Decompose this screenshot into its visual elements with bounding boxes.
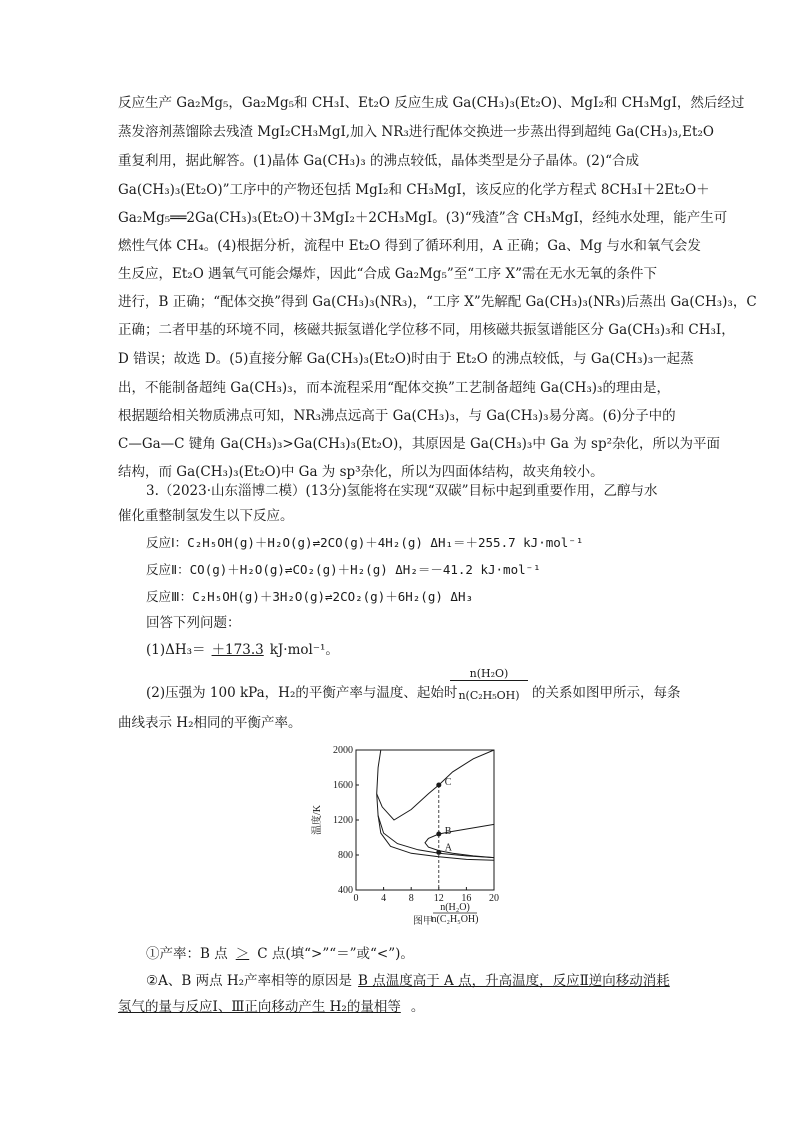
x-tick-label: 12	[433, 893, 444, 904]
reaction-2: 反应Ⅱ：CO(g)＋H₂O(g)⇌CO₂(g)＋H₂(g) ΔH₂＝－41.2 kJ·mol⁻¹	[146, 562, 541, 577]
paragraph-line: 反应生产 Ga₂Mg₅，Ga₂Mg₅和 CH₃I、Et₂O 反应生成 Ga(CH₃)₃(Et₂O)、MgI₂和 CH₃MgI，然后经过	[118, 95, 745, 111]
answer-prompt: 回答下列问题：	[146, 615, 241, 631]
question-heading: 3.（2023·山东淄博二模）(13分)氢能将在实现“双碳”目标中起到重要作用，乙醇与水	[146, 483, 658, 499]
point-b	[436, 832, 441, 837]
paragraph-line: 蒸发溶剂蒸馏除去残渣 MgI₂CH₃MgI,加入 NR₃进行配体交换进一步蒸出得到超纯 Ga(CH₃)₃,Et₂O	[118, 124, 714, 140]
paragraph-line: 燃性气体 CH₄。(4)根据分析，流程中 Et₂O 得到了循环利用，A 正确；Ga、Mg 与水和氧气会发	[118, 238, 701, 254]
x-tick-label: 0	[353, 893, 359, 904]
paragraph-line: 出，不能制备超纯 Ga(CH₃)₃，而本流程采用“配体交换”工艺制备超纯 Ga(CH₃)₃的理由是，	[118, 380, 670, 396]
ratio-numerator: n(H₂O)	[450, 667, 528, 681]
sub2-answer-1: B 点温度高于 A 点，升高温度，反应Ⅱ逆向移动消耗	[358, 973, 670, 989]
figure-jia-chart	[300, 738, 520, 938]
curve-outer	[377, 750, 494, 858]
y-tick-label: 1600	[333, 780, 353, 791]
paragraph-line: D 错误；故选 D。(5)直接分解 Ga(CH₃)₃(Et₂O)时由于 Et₂O 的沸点较低，与 Ga(CH₃)₃一起蒸	[118, 351, 694, 367]
subquestion-2-2-cont	[118, 997, 424, 1017]
y-axis-label: 温度/K	[312, 805, 323, 835]
curve-outer-upper	[377, 750, 494, 820]
paragraph-line: 重复利用，据此解答。(1)晶体 Ga(CH₃)₃ 的沸点较低，晶体类型是分子晶体。(2)“合成	[118, 153, 640, 169]
subquestion-2-suffix: 的关系如图甲所示，每条	[532, 685, 681, 701]
reaction-3: 反应Ⅲ：C₂H₅OH(g)＋3H₂O(g)⇌2CO₂(g)＋6H₂(g) ΔH₃	[146, 589, 473, 604]
subquestion-1	[146, 640, 339, 660]
sub1-answer: ＞	[235, 946, 250, 962]
x-tick-label: 8	[408, 893, 414, 904]
point-c	[436, 783, 441, 788]
y-tick-label: 1200	[333, 815, 353, 826]
sub2-prefix: ②A、B 两点 H₂产率相等的原因是	[146, 973, 353, 989]
x-axis-label-numerator: n(H₂O)	[440, 902, 470, 913]
x-axis-label-denominator: n(C₂H₅OH)	[431, 914, 479, 925]
paragraph-line: 进行，B 正确；“配体交换”得到 Ga(CH₃)₃(NR₃)，“工序 X”先解配 Ga(CH₃)₃(NR₃)后蒸出 Ga(CH₃)₃，C	[118, 294, 757, 310]
subquestion-2-2	[146, 971, 670, 991]
plot-frame	[356, 750, 494, 890]
sub1-suffix: C 点(填“>”“＝”或“<”)。	[257, 946, 414, 962]
x-tick-label: 16	[461, 893, 472, 904]
paragraph-line: 正确；二者甲基的环境不同，核磁共振氢谱化学位移不同，用核磁共振氢谱能区分 Ga(CH₃)₃和 CH₃I，	[118, 322, 735, 338]
q1-suffix: kJ·mol⁻¹。	[269, 642, 339, 658]
paragraph-line: 生反应，Et₂O 遇氧气可能会爆炸，因此“合成 Ga₂Mg₅”至“工序 X”需在无水无氧的条件下	[118, 266, 657, 282]
x-tick-label: 4	[381, 893, 387, 904]
y-tick-label: 2000	[333, 745, 353, 756]
sub2-end: 。	[410, 999, 425, 1015]
paragraph-line: Ga₂Mg₅══2Ga(CH₃)₃(Et₂O)＋3MgI₂＋2CH₃MgI。(3)“残渣”含 CH₃MgI，经纯水处理，能产生可	[118, 210, 728, 226]
chart-title: 图甲	[413, 916, 433, 927]
sub2-answer-2: 氢气的量与反应Ⅰ、Ⅲ正向移动产生 H₂的量相等	[118, 999, 401, 1015]
paragraph-line: 结构，而 Ga(CH₃)₃(Et₂O)中 Ga 为 sp³杂化，所以为四面体结构，故夹角较小。	[118, 464, 604, 480]
subquestion-2-1	[146, 944, 414, 964]
paragraph-line: C—Ga—C 键角 Ga(CH₃)₃>Ga(CH₃)₃(Et₂O)，其原因是 Ga(CH₃)₃中 Ga 为 sp²杂化，所以为平面	[118, 436, 721, 452]
point-a	[436, 850, 441, 855]
x-tick-label: 20	[489, 893, 499, 904]
q1-answer: ＋173.3	[211, 642, 264, 658]
y-tick-label: 400	[338, 885, 353, 896]
question-heading-cont: 催化重整制氢发生以下反应。	[118, 508, 294, 524]
paragraph-line: Ga(CH₃)₃(Et₂O)”工序中的产物还包括 MgI₂和 CH₃MgI，该反应的化学方程式 8CH₃I＋2Et₂O＋	[118, 182, 710, 198]
y-tick-label: 800	[338, 850, 353, 861]
point-label-b: B	[444, 826, 452, 837]
ratio-denominator: n(C₂H₅OH)	[458, 689, 520, 702]
point-label-c: C	[444, 777, 452, 788]
point-label-a: A	[444, 842, 453, 854]
subquestion-2-prefix: (2)压强为 100 kPa，H₂的平衡产率与温度、起始时	[146, 685, 458, 701]
paragraph-line: 根据题给相关物质沸点可知，NR₃沸点远高于 Ga(CH₃)₃，与 Ga(CH₃)₃易分离。(6)分子中的	[118, 408, 676, 424]
q1-prefix: (1)ΔH₃＝	[146, 642, 206, 658]
subquestion-2-cont: 曲线表示 H₂相同的平衡产率。	[118, 715, 302, 731]
curve-middle	[378, 816, 494, 861]
sub1-prefix: ①产率：B 点	[146, 946, 228, 962]
reaction-1: 反应Ⅰ：C₂H₅OH(g)＋H₂O(g)⇌2CO(g)＋4H₂(g) ΔH₁＝＋255.7 kJ·mol⁻¹	[146, 535, 584, 550]
